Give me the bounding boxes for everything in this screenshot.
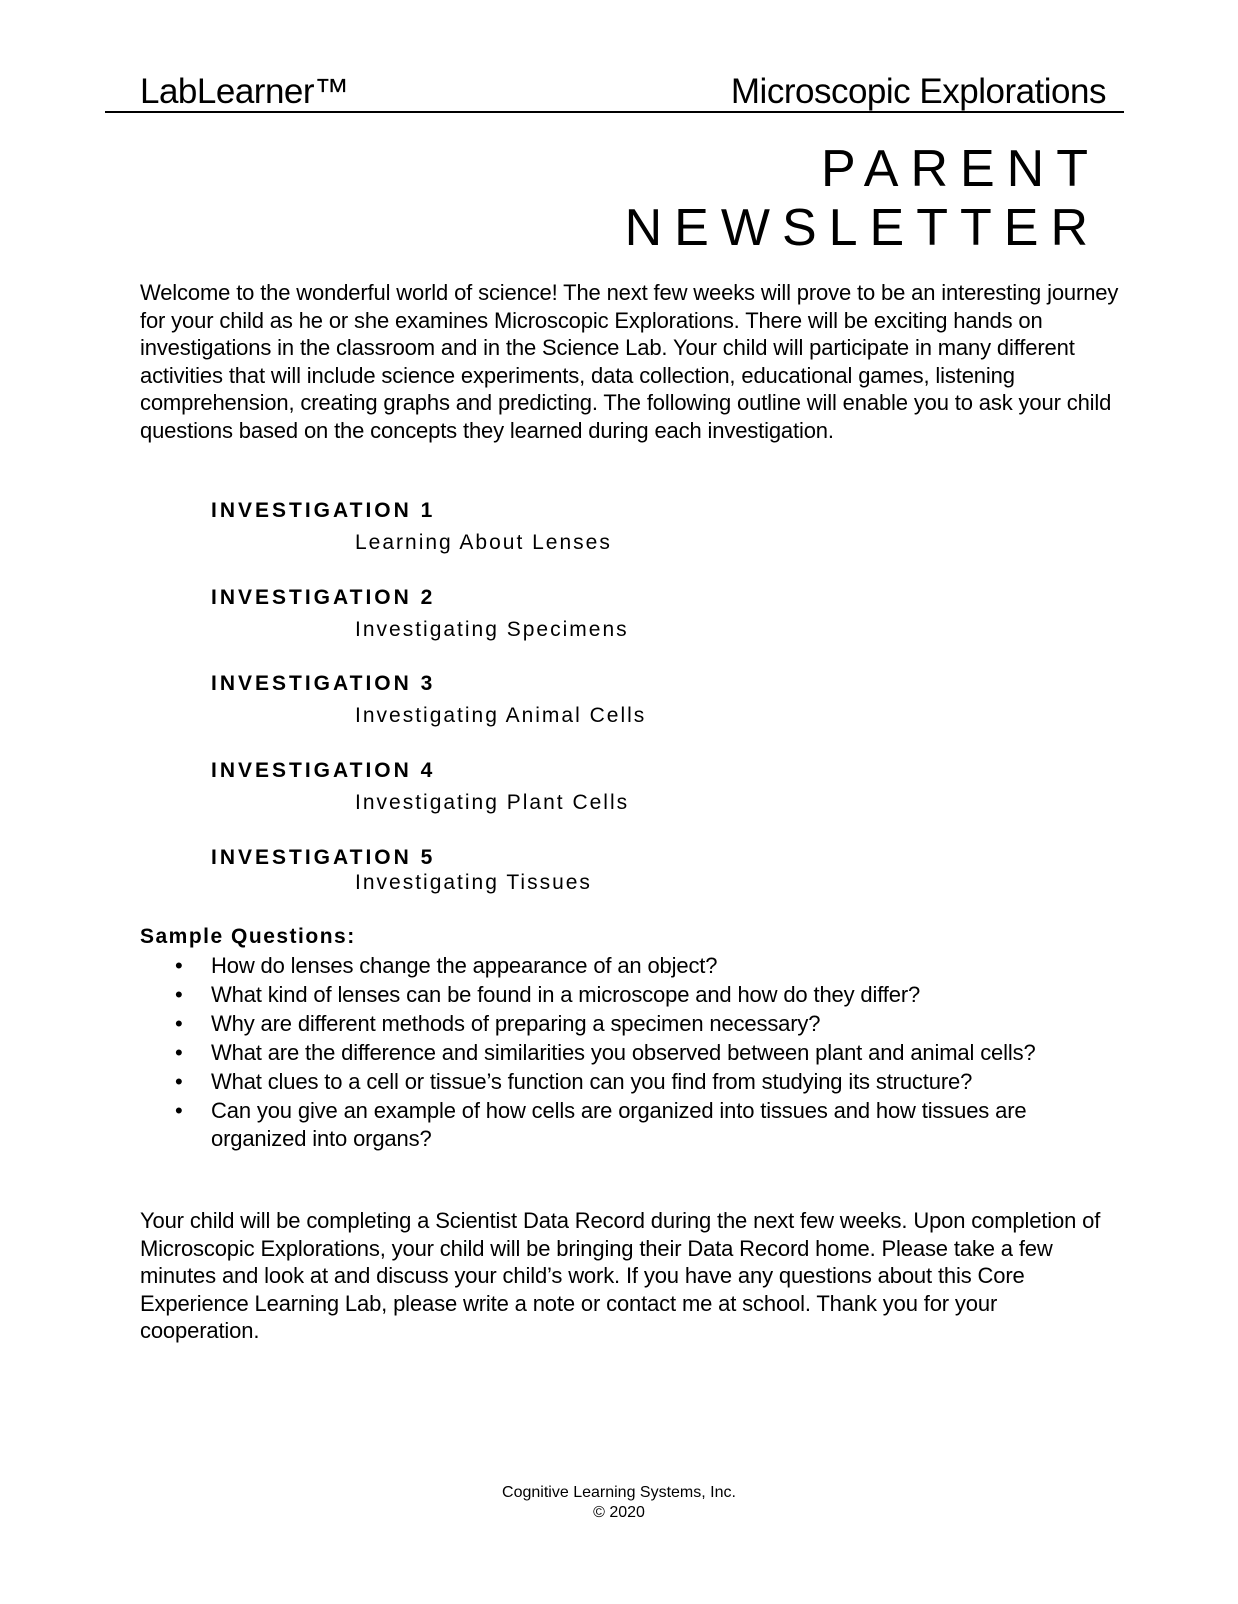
investigation-2: [211, 586, 629, 642]
bullet-icon: •: [175, 982, 183, 1007]
investigation-4: [211, 759, 629, 815]
brand-name: LabLearner™: [140, 72, 349, 111]
investigation-1: [211, 499, 612, 555]
page-header: [105, 66, 1124, 113]
sample-questions-heading: Sample Questions:: [140, 925, 356, 948]
bullet-icon: •: [175, 953, 183, 978]
bullet-icon: •: [175, 1011, 183, 1036]
sample-questions-list: [140, 952, 1120, 1154]
investigation-3: [211, 672, 646, 728]
question-text: Why are different methods of preparing a specimen necessary?: [211, 1011, 821, 1036]
question-item: [140, 952, 1120, 980]
title-line-2: NEWSLETTER: [624, 199, 1100, 257]
investigation-label: INVESTIGATION 3: [211, 672, 436, 695]
unit-name: Microscopic Explorations: [730, 72, 1106, 111]
title-line-1: PARENT: [820, 140, 1100, 198]
bullet-icon: •: [175, 1098, 183, 1123]
investigation-label: INVESTIGATION 5: [211, 846, 436, 869]
intro-paragraph: Welcome to the wonderful world of science! The next few weeks will prove to be an interesting journey for your child as he or she examines Microscopic Explorations. There will be exciting hands on investigations in the classroom and in the Science Lab. Your child will participate in many different activities that will include science experiments, data collection, educational games, listening comprehension, creating graphs and predicting. The following outline will enable you to ask your child questions based on the concepts they learned during each investigation.: [140, 280, 1119, 443]
question-item: [140, 1010, 1120, 1038]
investigation-title: Investigating Tissues: [355, 871, 592, 894]
question-item: [140, 981, 1120, 1009]
closing-paragraph: Your child will be completing a Scientist Data Record during the next few weeks. Upon completion of Microscopic Explorations, your child will be bringing their Data Record home. Please take a few minutes and look at and discuss your child’s work. If you have any questions about this Core Experience Learning Lab, please write a note or contact me at school. Thank you for your cooperation.: [140, 1208, 1101, 1343]
bullet-icon: •: [175, 1040, 183, 1065]
investigation-5: [211, 846, 592, 895]
investigation-label: INVESTIGATION 4: [211, 759, 436, 782]
question-text: What are the difference and similarities you observed between plant and animal cells?: [211, 1040, 1036, 1065]
page-footer: [0, 1483, 1238, 1523]
question-text: What kind of lenses can be found in a microscope and how do they differ?: [211, 982, 921, 1007]
footer-copyright: © 2020: [593, 1504, 645, 1521]
question-text: Can you give an example of how cells are organized into tissues and how tissues are organized into organs?: [211, 1098, 1027, 1151]
question-item: [140, 1068, 1120, 1096]
footer-company: Cognitive Learning Systems, Inc.: [502, 1484, 736, 1501]
question-text: How do lenses change the appearance of an object?: [211, 953, 718, 978]
page-title: [625, 140, 1100, 258]
investigation-title: Investigating Specimens: [355, 618, 629, 641]
investigation-label: INVESTIGATION 2: [211, 586, 436, 609]
investigation-title: Investigating Animal Cells: [355, 704, 647, 727]
investigation-title: Investigating Plant Cells: [355, 791, 630, 814]
question-item: [140, 1039, 1120, 1067]
bullet-icon: •: [175, 1069, 183, 1094]
investigation-title: Learning About Lenses: [355, 531, 612, 554]
question-text: What clues to a cell or tissue’s function can you find from studying its structure?: [211, 1069, 973, 1094]
investigation-label: INVESTIGATION 1: [211, 499, 436, 522]
question-item: [140, 1097, 1120, 1152]
